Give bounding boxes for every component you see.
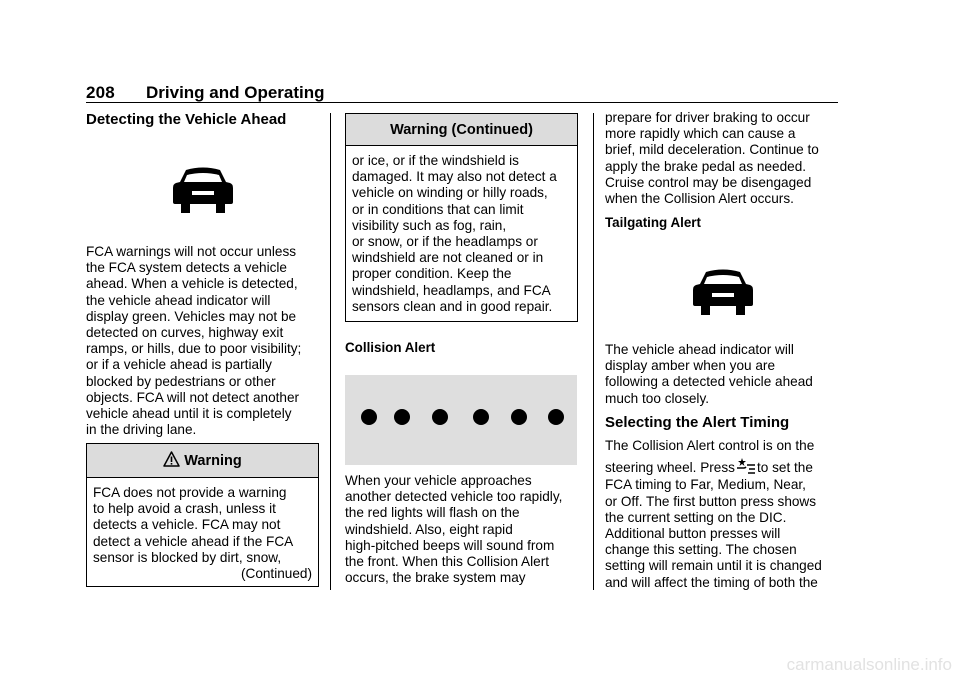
paragraph-brake-prepare: prepare for driver braking to occur more rapidly which can cause a brief, mild deceleration. Continue to apply the brake pedal as needed. Cruise control may be disengaged when the Collision Alert occurs. — [605, 110, 819, 207]
warning-continued-box — [345, 113, 578, 322]
alert-light — [473, 409, 489, 425]
section-title: Driving and Operating — [146, 83, 325, 102]
subheading-collision-alert: Collision Alert — [345, 340, 436, 355]
column-divider-2 — [593, 113, 594, 590]
watermark: carmanualsonline.info — [786, 655, 952, 674]
page-number: 208 — [86, 83, 115, 102]
heading-detecting-vehicle: Detecting the Vehicle Ahead — [86, 111, 287, 128]
paragraph-fca-detection: FCA warnings will not occur unless the FCA system detects a vehicle ahead. When a vehicle is detected, the vehicle ahead indicator will display green. Vehicles may not be detected on curves, highway exit ramps, or hills, due to poor visibility; or if a vehicle ahead is partially blocked by pedestrians or other objects. FCA will not detect another vehicle ahead until it is completely in the driving lane. — [86, 244, 302, 438]
header-rule — [86, 102, 838, 103]
heading-alert-timing: Selecting the Alert Timing — [605, 414, 790, 431]
warning-body: FCA does not provide a warning to help avoid a crash, unless it detects a vehicle. FCA may not detect a vehicle ahead if the FCA sensor is blocked by dirt, snow, (Continued) — [93, 485, 312, 582]
paragraph-tailgating: The vehicle ahead indicator will display amber when you are following a detected vehicle ahead much too closely. — [605, 342, 813, 406]
continued-label: (Continued) — [240, 566, 312, 582]
paragraph-alert-timing: The Collision Alert control is on the steering wheel. Press to set the FCA timing to Far, Medium, Near, or Off. The first button press shows the current setting on the DIC. Additional button presses will change this setting. The chosen setting will remain until it is changed and will affect the timing of both the — [605, 438, 822, 590]
warning-continued-title: Warning (Continued) — [346, 114, 577, 146]
alert-light — [432, 409, 448, 425]
vehicle-ahead-icon — [692, 268, 754, 317]
alert-light — [511, 409, 527, 425]
warning-continued-body: or ice, or if the windshield is damaged. It may also not detect a vehicle on winding or hilly roads, or in conditions that can limit visibility such as fog, rain, or snow, or if the headlamps or windshield are not cleaned or in proper condition. Keep the windshield, headlamps, and FCA sensors clean and in good repair. — [352, 153, 557, 314]
alert-light — [548, 409, 564, 425]
alert-light — [361, 409, 377, 425]
alert-light — [394, 409, 410, 425]
column-divider-1 — [330, 113, 331, 590]
vehicle-ahead-icon — [172, 166, 234, 215]
warning-box — [86, 443, 319, 587]
warning-title: Warning — [87, 444, 318, 478]
collision-alert-lights-panel — [345, 375, 577, 465]
warning-triangle-icon — [163, 451, 180, 467]
subheading-tailgating-alert: Tailgating Alert — [605, 215, 701, 230]
collision-alert-button-icon — [736, 457, 756, 475]
paragraph-collision-alert: When your vehicle approaches another detected vehicle too rapidly, the red lights will flash on the windshield. Also, eight rapid high-pitched beeps will sound from the front. When this Collision Alert occurs, the brake system may — [345, 473, 563, 586]
